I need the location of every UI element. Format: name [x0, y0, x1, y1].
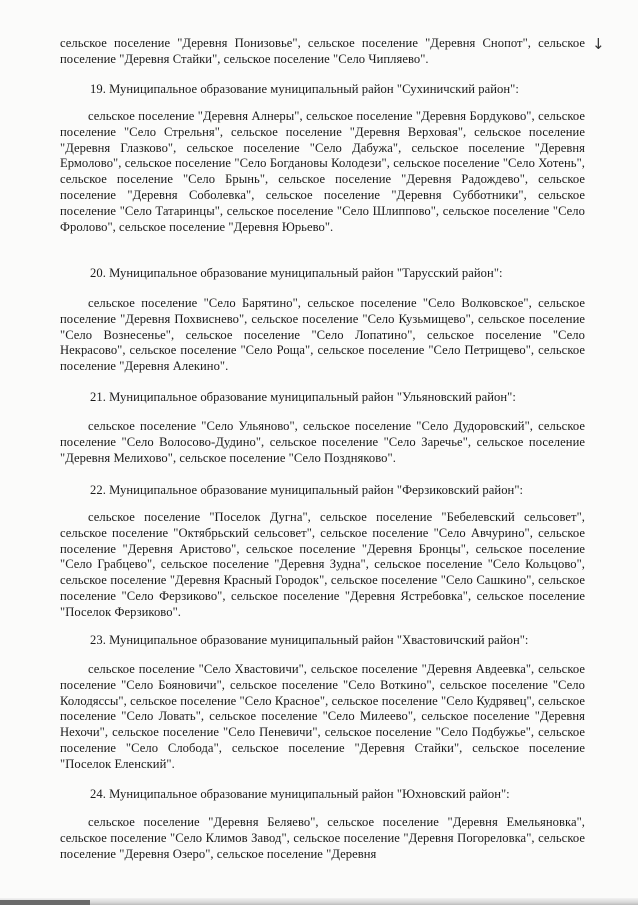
- section-text: сельское поселение "Поселок Дугна", сельское поселение "Бебелевский сельсовет", сельское поселение "Октябрьский сельсовет", сельское поселение "Село Авчурино", сельское поселение "Деревня Аристово", сельское поселение "Деревня Бронцы", сельское поселение "Село Грабцево", сельское поселение "Деревня Зудна", сельское поселение "Село Кольцово", сельское поселение "Деревня Красный Городок", сельское поселение "Село Сашкино", сельское поселение "Село Ферзиково", сельское поселение "Деревня Ястребовка", сельское поселение "Поселок Ферзиково".: [60, 510, 585, 619]
- scan-edge-artifact: [0, 898, 638, 905]
- section-21-body: [60, 419, 585, 466]
- scan-edge-dark-artifact: [0, 900, 90, 905]
- section-21-heading: 21. Муниципальное образование муниципальный район "Ульяновский район":: [90, 390, 516, 404]
- section-23-body: [60, 662, 585, 773]
- section-24-heading: 24. Муниципальное образование муниципальный район "Юхновский район":: [90, 787, 510, 801]
- section-text: сельское поселение "Село Ульяново", сельское поселение "Село Дудоровский", сельское поселение "Село Волосово-Дудино", сельское поселение "Село Заречье", сельское поселение "Деревня Мелихово", сельское поселение "Село Поздняково".: [60, 419, 585, 465]
- section-text: сельское поселение "Село Барятино", сельское поселение "Село Волковское", сельское поселение "Деревня Похвиснево", сельское поселение "Село Кузьмищево", сельское поселение "Село Вознесенье", сельское поселение "Село Лопатино", сельское поселение "Село Некрасово", сельское поселение "Село Роща", сельское поселение "Село Петрищево", сельское поселение "Деревня Алекино".: [60, 296, 585, 374]
- section-19-heading: 19. Муниципальное образование муниципальный район "Сухиничский район":: [90, 82, 519, 96]
- section-22-body: [60, 510, 585, 621]
- section-text: сельское поселение "Деревня Понизовье", сельское поселение "Деревня Снопот", сельское поселение "Деревня Стайки", сельское поселение "Село Чипляево".: [60, 36, 585, 66]
- section-text: сельское поселение "Деревня Алнеры", сельское поселение "Деревня Бордуково", сельское поселение "Село Стрельня", сельское поселение "Деревня Верховая", сельское поселение "Деревня Глазково", сельское поселение "Село Дабужа", сельское поселение "Деревня Ермолово", сельское поселение "Село Богдановы Колодези", сельское поселение "Село Хотень", сельское поселение "Село Брынь", сельское поселение "Деревня Радождево", сельское поселение "Деревня Соболевка", сельское поселение "Деревня Субботники", сельское поселение "Село Татаринцы", сельское поселение "Село Шлиппово", сельское поселение "Село Фролово", сельское поселение "Деревня Юрьево".: [60, 109, 585, 234]
- section-23-heading: 23. Муниципальное образование муниципальный район "Хвастовичский район":: [90, 633, 529, 647]
- section-20-heading: 20. Муниципальное образование муниципальный район "Тарусский район":: [90, 266, 503, 280]
- section-text: сельское поселение "Село Хвастовичи", сельское поселение "Деревня Авдеевка", сельское поселение "Село Бояновичи", сельское поселение "Село Воткино", сельское поселение "Село Колодяссы", сельское поселение "Село Красное", сельское поселение "Село Кудрявец", сельское поселение "Село Ловать", сельское поселение "Село Милеево", сельское поселение "Деревня Нехочи", сельское поселение "Село Пеневичи", сельское поселение "Село Подбужье", сельское поселение "Село Слобода", сельское поселение "Деревня Стайки", сельское поселение "Поселок Еленский".: [60, 662, 585, 771]
- section-19-body: [60, 109, 585, 235]
- section-22-heading: 22. Муниципальное образование муниципальный район "Ферзиковский район":: [90, 483, 524, 497]
- section-text: сельское поселение "Деревня Беляево", сельское поселение "Деревня Емельяновка", сельское поселение "Село Климов Завод", сельское поселение "Деревня Погореловка", сельское поселение "Деревня Озеро", сельское поселение "Деревня: [60, 815, 585, 861]
- section-18-continuation: [60, 36, 585, 68]
- section-20-body: [60, 296, 585, 375]
- section-24-body: [60, 815, 585, 862]
- margin-handwritten-mark: ↓: [592, 35, 605, 53]
